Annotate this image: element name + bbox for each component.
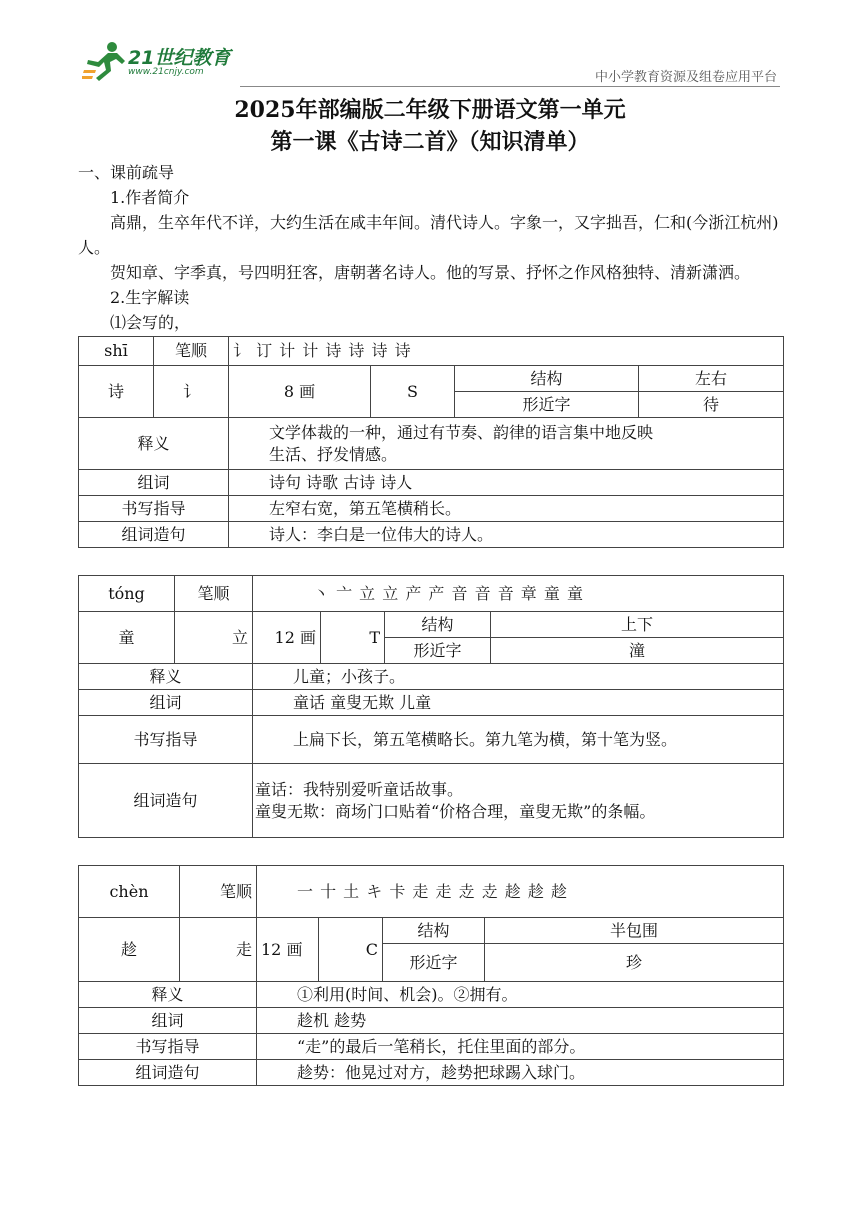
stroke-count-cell: 12 画 <box>253 612 321 664</box>
sentence-label: 组词造句 <box>79 1060 257 1086</box>
stroke-count-cell: 8 画 <box>229 366 371 418</box>
sentence-label: 组词造句 <box>79 522 229 548</box>
meaning-label: 释义 <box>79 418 229 470</box>
meaning-value: 文学体裁的一种，通过有节奏、韵律的语言集中地反映生活、抒发情感。 <box>229 418 784 470</box>
title-line-2: 第一课《古诗二首》（知识清单） <box>270 129 590 155</box>
initial-letter-cell: T <box>321 612 385 664</box>
words-label: 组词 <box>79 690 253 716</box>
radical-cell: 走 <box>180 918 257 982</box>
document-title <box>0 94 860 158</box>
char-table-shi <box>78 336 784 548</box>
header-divider <box>240 86 780 87</box>
site-logo <box>82 40 242 82</box>
words-value: 趁机 趁势 <box>257 1008 784 1034</box>
similar-label: 形近字 <box>383 944 485 982</box>
stroke-order-label: 笔顺 <box>154 337 229 366</box>
initial-letter-cell: S <box>371 366 455 418</box>
similar-value: 珍 <box>485 944 784 982</box>
char-table-tong <box>78 575 784 838</box>
words-label: 组词 <box>79 470 229 496</box>
stroke-order-cell: 丶 亠 立 立 产 产 音 音 音 章 童 童 <box>253 576 784 612</box>
section-heading: 一、课前疏导 <box>78 163 175 182</box>
words-value: 童话 童叟无欺 儿童 <box>253 690 784 716</box>
sentence-value: 趁势：他晃过对方，趁势把球踢入球门。 <box>257 1060 784 1086</box>
meaning-value: ①利用(时间、机会)。②拥有。 <box>257 982 784 1008</box>
structure-value: 左右 <box>639 366 784 392</box>
document-body <box>78 160 783 1086</box>
stroke-count-cell: 12 画 <box>257 918 319 982</box>
sentence-line-1: 童话：我特别爱听童话故事。 <box>255 779 464 799</box>
writing-value: 左窄右宽，第五笔横稍长。 <box>229 496 784 522</box>
radical-cell: 立 <box>175 612 253 664</box>
platform-name: 中小学教育资源及组卷应用平台 <box>594 70 777 85</box>
radical-cell: 讠 <box>154 366 229 418</box>
logo-text: 21世纪教育 <box>128 47 231 69</box>
sentence-label: 组词造句 <box>79 764 253 838</box>
pinyin-cell: shī <box>79 337 154 366</box>
similar-value: 潼 <box>491 638 784 664</box>
title-line-1: 2025年部编版二年级下册语文第一单元 <box>234 97 626 123</box>
author-para-hezhizhang: 贺知章、字季真，号四明狂客，唐朝著名诗人。他的写景、抒怀之作风格独特、清新潇洒。 <box>110 263 751 282</box>
char-table-chen <box>78 865 784 1086</box>
words-label: 组词 <box>79 1008 257 1034</box>
character-cell: 童 <box>79 612 175 664</box>
subheading-characters: 2.生字解读 <box>110 288 190 307</box>
structure-label: 结构 <box>383 918 485 944</box>
subheading-author: 1.作者简介 <box>110 188 190 207</box>
sentence-line-2: 童叟无欺：商场门口贴着“价格合理，童叟无欺”的条幅。 <box>255 801 656 821</box>
character-cell: 诗 <box>79 366 154 418</box>
initial-letter-cell: C <box>319 918 383 982</box>
writing-value: “走”的最后一笔稍长，托住里面的部分。 <box>257 1034 784 1060</box>
writing-value: 上扁下长，第五笔横略长。第九笔为横，第十笔为竖。 <box>253 716 784 764</box>
runner-logo-icon <box>82 40 126 82</box>
stroke-order-cell: 讠 订 计 计 诗 诗 诗 诗 <box>229 337 784 366</box>
sentence-value: 诗人：李白是一位伟大的诗人。 <box>229 522 784 548</box>
stroke-order-label: 笔顺 <box>180 866 257 918</box>
pinyin-cell: tóng <box>79 576 175 612</box>
similar-label: 形近字 <box>455 392 639 418</box>
page-header <box>0 0 860 92</box>
words-value: 诗句 诗歌 古诗 诗人 <box>229 470 784 496</box>
structure-value: 半包围 <box>485 918 784 944</box>
meaning-value: 儿童；小孩子。 <box>253 664 784 690</box>
character-cell: 趁 <box>79 918 180 982</box>
structure-label: 结构 <box>385 612 491 638</box>
structure-value: 上下 <box>491 612 784 638</box>
stroke-order-label: 笔顺 <box>175 576 253 612</box>
pinyin-cell: chèn <box>79 866 180 918</box>
sentence-value <box>253 764 784 838</box>
similar-label: 形近字 <box>385 638 491 664</box>
writing-label: 书写指导 <box>79 716 253 764</box>
subheading-writable: ⑴会写的， <box>110 313 191 332</box>
meaning-label: 释义 <box>79 982 257 1008</box>
similar-value: 待 <box>639 392 784 418</box>
writing-label: 书写指导 <box>79 496 229 522</box>
stroke-order-cell: 一 十 土 キ 卡 走 走 赱 赱 趁 趁 趁 <box>257 866 784 918</box>
structure-label: 结构 <box>455 366 639 392</box>
author-para-gaoding: 高鼎，生卒年代不详，大约生活在咸丰年间。清代诗人。字象一，又字拙吾，仁和(今浙江杭州)人。 <box>78 213 779 257</box>
writing-label: 书写指导 <box>79 1034 257 1060</box>
meaning-label: 释义 <box>79 664 253 690</box>
logo-url: www.21cnjy.com <box>128 67 204 77</box>
